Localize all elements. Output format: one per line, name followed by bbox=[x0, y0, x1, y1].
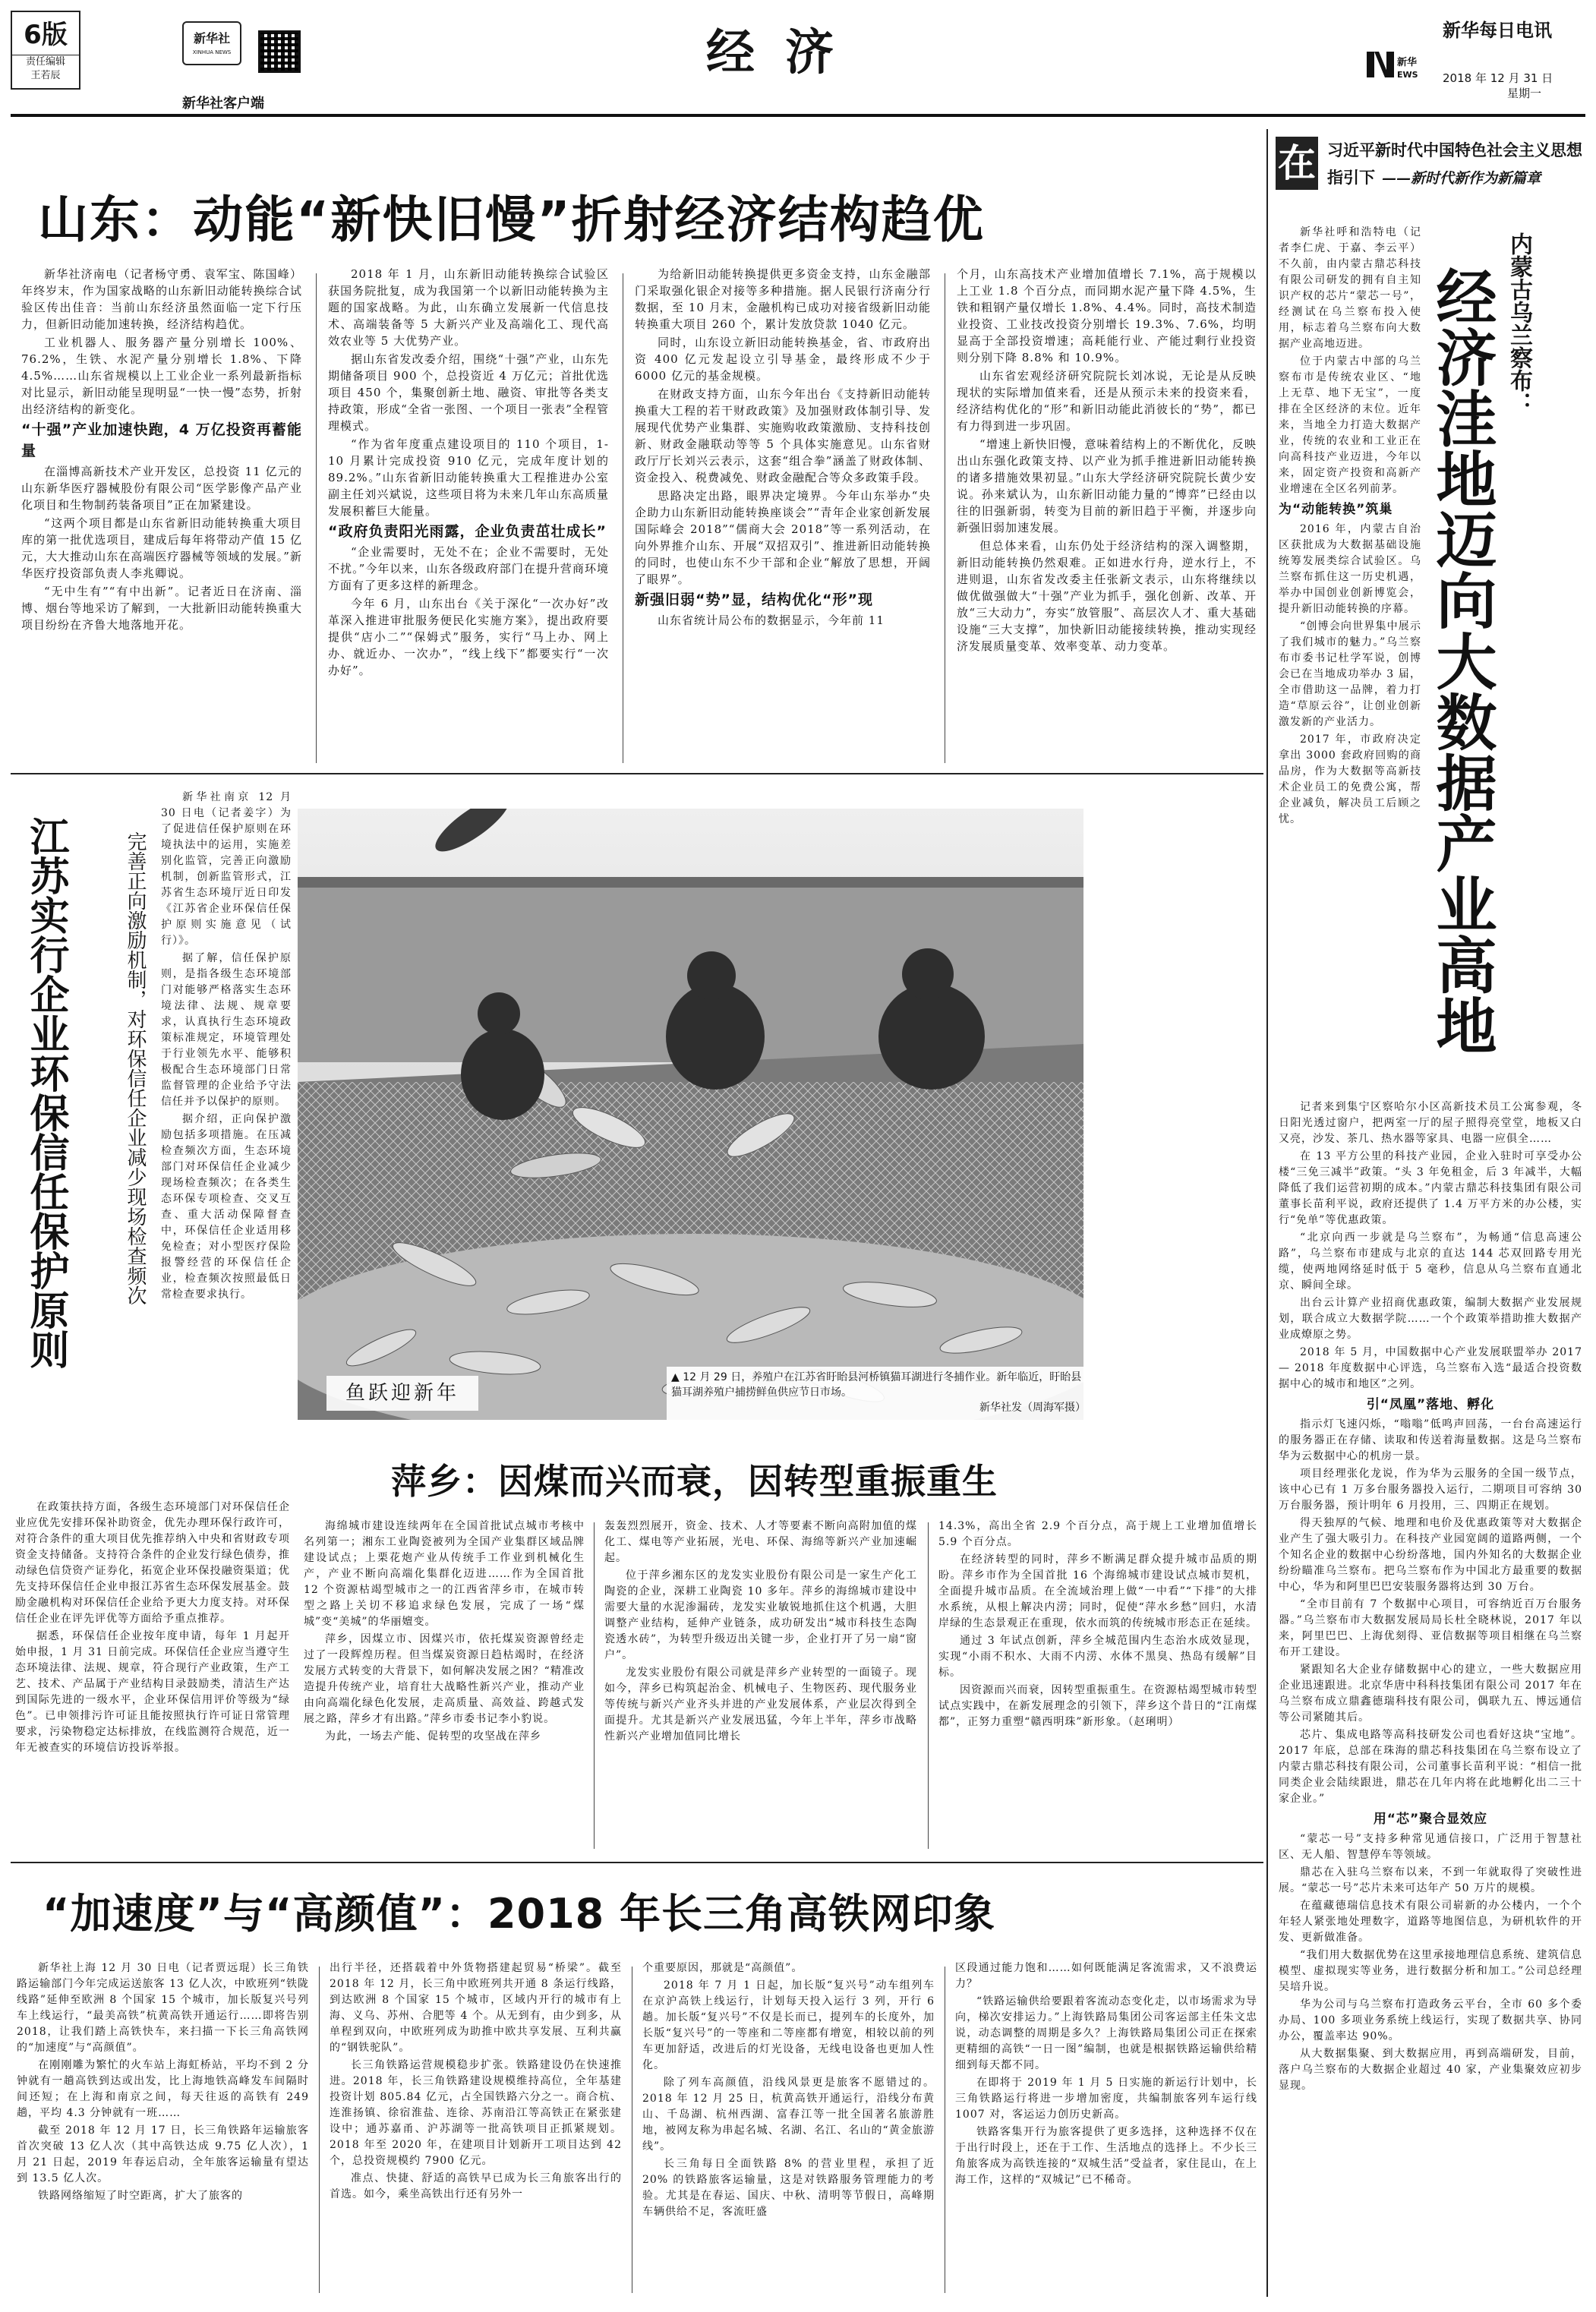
fish-harvest-illustration bbox=[298, 809, 1083, 1420]
shandong-col-4 bbox=[957, 266, 1257, 767]
jiangsu-col-bottom bbox=[15, 1500, 290, 1803]
neimenggu-col-narrow bbox=[1279, 225, 1421, 1090]
paragraph: 2018 年 1 月，山东新旧动能转换综合试验区获国务院批复，成为我国第一个以新旧动能转换为主题的国家战略。为此，山东确立发展新一代信息技术、高端装备等 5 大新兴产业及高端化工、现代高效农业等 5 大优势产业。 bbox=[328, 267, 609, 348]
paper-name: 新华每日电讯 bbox=[1443, 20, 1552, 41]
paragraph: 长三角铁路运营规模稳步扩张。铁路建设仍在快速推进。2018 年，长三角铁路建设规模维持高位，全年基建投资计划 805.84 亿元，占全国铁路六分之一。商合杭、连淮扬镇、徐宿淮盐、连徐、苏南沿江等高铁正在紧张建设中；通苏嘉甬、沪苏湖等一批高铁项目正抓紧规划。2018 年至 2020 年，在建项目计划新开工项目达到 42 个，总投资规模约 7900 亿元。 bbox=[330, 2059, 622, 2167]
headline-changsanjiao: “加速度”与“高颜值”：2018 年长三角高铁网印象 bbox=[43, 1890, 996, 1938]
column-divider bbox=[928, 1522, 929, 1849]
paragraph: 在即将于 2019 年 1 月 5 日实施的新运行计划中，长三角铁路运行将进一步增加密度，共编制旅客列车运行线 1007 对，客运运力创历史新高。 bbox=[955, 2077, 1257, 2121]
paragraph: 位于萍乡湘东区的龙发实业股份有限公司是一家生产化工陶瓷的企业，深耕工业陶瓷 10 多年。萍乡的海绵城市建设中需要大量的水泥渗漏砖，龙发实业敏锐地抓住这个机遇，大胆调整产业结构，延伸产业链条，成功研发出“城市科技生态陶瓷透水砖”，为转型升级迈出关键一步，企业打开了另一扇“窗户”。 bbox=[604, 1569, 917, 1661]
paragraph: 2017 年，市政府决定拿出 3000 套政府回购的商品房，作为大数据等高新技术企业员工的免费公寓，帮企业减负，解决员工后顾之忧。 bbox=[1279, 733, 1421, 825]
paragraph: 山东省宏观经济研究院院长刘冰说，无论是从反映现状的实际增加值来看，还是从预示未来的投资来看，经济结构优化的“形”和新旧动能此消彼长的“势”，都已有力得到进一步巩固。 bbox=[957, 369, 1257, 433]
page-number-box bbox=[11, 11, 80, 90]
editor-label: 责任编辑 bbox=[25, 56, 65, 68]
paragraph: 新华社呼和浩特电（记者李仁虎、于嘉、李云平）不久前，由内蒙古鼎芯科技有限公司研发的拥有自主知识产权的芯片“蒙芯一号”，经测试在乌兰察布投入使用，标志着乌兰察布向大数据产业高地迈进。 bbox=[1279, 226, 1421, 350]
paragraph: 得天独厚的气候、地理和电价及优惠政策等对大数据企业产生了强大吸引力。在科技产业园宽阔的道路两侧，一个个知名企业的数据中心纷纷落地，国内外知名的大数据企业纷纷瞄准乌兰察布。把乌兰察布作为中国北方最重要的数据中心，华为和阿里巴巴安装服务器将达到 30 万台。 bbox=[1279, 1517, 1582, 1593]
paragraph: 铁路网络缩短了时空距离，扩大了旅客的 bbox=[38, 2190, 243, 2202]
headline-pingxiang: 萍乡：因煤而兴而衰，因转型重振重生 bbox=[391, 1461, 998, 1502]
headline-jiangsu: 江苏实行企业环保信任保护原则 bbox=[23, 816, 68, 1369]
paragraph: 芯片、集成电路等高科技研发公司也看好这块“宝地”。2017 年底，总部在珠海的鼎芯科技集团在乌兰察布设立了内蒙古鼎芯科技有限公司，公司董事长苗利平说：“相信一批同类企业会陆续跟进，鼎芯在几年内将在此地孵化出二三十家企业。” bbox=[1279, 1729, 1582, 1805]
paragraph: “我们用大数据优势在这里承接地理信息系统、建筑信息模型、虚拟现实等业务，进行数据分析和加工。”公司总经理吴培升说。 bbox=[1279, 1949, 1582, 1993]
banner-line-3: ——新时代新作为新篇章 bbox=[1382, 170, 1541, 187]
headline-shandong: 山东：动能“新快旧慢”折射经济结构趋优 bbox=[38, 191, 985, 249]
paragraph: 为给新旧动能转换提供更多资金支持，山东金融部门采取强化银企对接等多种措施。据人民银行济南分行数据，至 10 月末，金融机构已成功对接省级新旧动能转换重大项目 260 个，累计发放贷款 1040 亿元。 bbox=[635, 267, 931, 331]
paragraph: 为此，一场去产能、促转型的攻坚战在萍乡 bbox=[325, 1730, 541, 1743]
paragraph: 海绵城市建设连续两年在全国首批试点城市考核中名列第一；湘东工业陶瓷被列为全国产业集群区域品牌建设试点；上栗花炮产业从传统手工作业到机械化生产，产业不断向高端化集群化迈进……作为全国首批 12 个资源枯竭型城市之一的江西省萍乡市，在城市转型之路上关切不移追求绿色发展，完成了一场“煤城”变“美城”的华丽嬗变。 bbox=[304, 1520, 585, 1628]
page-number: 6版 bbox=[24, 20, 68, 50]
subheading: “十强”产业加速快跑，4 万亿投资再蓄能量 bbox=[21, 421, 302, 459]
paragraph: “全市目前有 7 个数据中心项目，可容纳近百万台服务器。”乌兰察布市大数据发展局局长杜全晓林说，2017 年以来，阿里巴巴、上海优刻得、亚信数据等项目相继在乌兰察布开工建设。 bbox=[1279, 1598, 1582, 1658]
svg-text:EWS: EWS bbox=[1397, 70, 1418, 80]
paragraph: 在淄博高新技术产业开发区，总投资 11 亿元的山东新华医疗器械股份有限公司“医学影像产品产业化项目和生物制药装备项目”正在加紧建设。 bbox=[21, 465, 302, 512]
xinhua-logo-sub: XINHUA NEWS bbox=[192, 49, 232, 55]
paragraph: 在刚刚雕为繁忙的火车站上海虹桥站，平均不到 2 分钟就有一趟高铁到达或出发，比上海地铁高峰发车间隔时间还短；在上海和南京之间，每天往返的高铁有 249 趟，平均 4.3 分钟就有一班…… bbox=[17, 2059, 309, 2119]
paragraph: 萍乡，因煤立市、因煤兴市，依托煤炭资源曾经走过了一段辉煌历程。但当煤炭资源日趋枯竭时，在经济发展方式转变的大背景下，如何解决发展之困？“精准改造提升传统产业，培育壮大战略性新兴产业，推动产业由向高端化绿色化发展，走高质量、高效益、跨越式发展之路，萍乡才有出路。”萍乡市委书记李小豹说。 bbox=[304, 1633, 585, 1725]
changsanjiao-col-2 bbox=[330, 1960, 622, 2295]
banner-line-1: 习近平新时代中国特色社会主义思想 bbox=[1327, 141, 1582, 159]
paragraph: 通过 3 年试点创新，萍乡全城范围内生态治水成效显现，实现“小雨不积水、大雨不内涝、水体不黑臭、热岛有缓解”目标。 bbox=[938, 1635, 1257, 1679]
paragraph: 鼎芯在入驻乌兰察布以来，不到一年就取得了突破性进展。“蒙芯一号”芯片未来可达年产 50 万片的规模。 bbox=[1279, 1866, 1582, 1894]
section-rule bbox=[11, 773, 1263, 774]
paragraph: “创博会向世界集中展示了我们城市的魅力。”乌兰察布市委书记杜学军说，创博会已在当地成功举办 3 届，全市借助这一品牌，着力打造“草原云谷”，让创业创新激发新的产业活力。 bbox=[1279, 620, 1421, 728]
paragraph: 据了解，信任保护原则，是指各级生态环境部门对能够严格落实生态环境法律、法规、规章要求，认真执行生态环境政策标准规定，环境管理处于行业领先水平、能够积极配合生态环境部门日常监督管理的企业给予守法信任并予以保护的原则。 bbox=[161, 952, 292, 1108]
photo-credit: 新华社发（周海军摄） bbox=[979, 1402, 1086, 1414]
shandong-col-2 bbox=[328, 266, 609, 767]
pingxiang-col-3 bbox=[938, 1519, 1257, 1853]
paragraph: 截至 2018 年 12 月 17 日，长三角铁路年运输旅客首次突破 13 亿人次（其中高铁达成 9.75 亿人次），1 月 21 日起，2019 年春运启动，全年旅客运输量有望达到 13.5 亿人次。 bbox=[17, 2124, 309, 2184]
paragraph: 工业机器人、服务器产量分别增长 100%、76.2%，生铁、水泥产量分别增长 1.8%、下降 4.5%……山东省规模以上工业企业一系列最新指标对比显示，新旧动能呈现明显“一快一慢”态势，折射出经济结构的新变化。 bbox=[21, 336, 302, 416]
paragraph: 同时，山东设立新旧动能转换基金，省、市政府出资 400 亿元发起设立引导基金，最终形成不少于 6000 亿元的基金规模。 bbox=[635, 336, 931, 383]
special-column-banner bbox=[1276, 135, 1585, 217]
headline-neimenggu: 经济洼地迈向大数据产业高地 bbox=[1426, 266, 1497, 1055]
paragraph: 新华社上海 12 月 30 日电（记者贾远琨）长三角铁路运输部门今年完成运送旅客 13 亿人次，中欧班列“铁陇线路”延伸至欧洲 8 个国家 15 个城市，加长版复兴号列车上线运行，“最美高铁”杭黄高铁开通运行……即将告别 2018，让我们踏上高铁快车，来扫描一下长三角高铁网的“加速度”与“高颜值”。 bbox=[17, 1962, 309, 2054]
section-title: 经济 bbox=[706, 24, 864, 81]
paragraph: “作为省年度重点建设项目的 110 个项目，1-10 月累计完成投资 910 亿元，完成年度计划的 89.2%。”山东省新旧动能转换重大工程推进办公室副主任刘兴斌说，这些项目将为未来几年山东高质量发展积蓄巨大能量。 bbox=[328, 437, 609, 518]
paragraph: 除了列车高颜值，沿线风景更是旅客不愿错过的。2018 年 12 月 25 日，杭黄高铁开通运行，沿线分布黄山、千岛湖、杭州西湖、富春江等一批全国著名旅游胜地，被网友称为串起名城、名湖、名江、名山的“黄金旅游线”。 bbox=[642, 2077, 935, 2153]
subheading: 新强旧弱“势”显，结构优化“形”现 bbox=[635, 591, 873, 608]
paragraph: 龙发实业股份有限公司就是萍乡产业转型的一面镜子。现如今，萍乡已构筑起治金、机械电子、生物医药、现代服务业等传统与新兴产业齐头并进的产业发展体系，产业层次得到全面提升。尤其是新兴产业发展迅猛，今年上半年，萍乡市战略性新兴产业增加值同比增长 bbox=[604, 1667, 917, 1743]
paragraph: “企业需要时，无处不在；企业不需要时，无处不扰。”今年以来，山东各级政府部门在提升营商环境方面有了更多这样的新理念。 bbox=[328, 545, 609, 592]
client-label: 新华社客户端 bbox=[182, 96, 264, 112]
editor-credit bbox=[12, 55, 79, 83]
changsanjiao-col-3 bbox=[642, 1960, 935, 2295]
paragraph: 准点、快捷、舒适的高铁早已成为长三角旅客出行的首选。如今，乘坐高铁出行还有另外一 bbox=[330, 2172, 622, 2200]
paragraph: 区段通过能力饱和……如何既能满足客流需求，又不浪费运力？ bbox=[955, 1962, 1257, 1990]
paragraph: 个重要原因，那就是“高颜值”。 bbox=[642, 1962, 803, 1974]
paragraph: 紧跟知名大企业存储数据中心的建立，一些大数据应用企业迅速跟进。北京华唐中科科技集团有限公司 2017 年在乌兰察布成立鼎鑫德瑞科技有限公司，偶联九五、博远通信等公司紧随其后。 bbox=[1279, 1664, 1582, 1724]
jiangsu-deck: 完善正向激励机制，对环保信任企业减少现场检查频次 bbox=[124, 831, 147, 1305]
photo-caption: ▲ 12 月 29 日，养殖户在江苏省盱眙县河桥镇猫耳湖进行冬捕作业。新年临近，盱眙县猫耳湖养殖户捕捞鲜鱼供应节日市场。 bbox=[671, 1371, 1082, 1399]
paragraph: 指示灯飞速闪烁，“嗡嗡”低鸣声回荡，一台台高速运行的服务器正在存储、读取和传送着海量数据。这是乌兰察布华为云数据中心的机房一景。 bbox=[1279, 1418, 1582, 1462]
column-divider bbox=[316, 273, 317, 763]
issue-weekday: 星期一 bbox=[1507, 87, 1542, 100]
paragraph: “北京向西一步就是乌兰察布”，为畅通“信息高速公路”，乌兰察布市建成与北京的直达 144 芯双回路专用光缆，使两地网络延时低于 5 毫秒，信息从乌兰察布直通北京、瞬间全球。 bbox=[1279, 1232, 1582, 1292]
paragraph: 但总体来看，山东仍处于经济结构的深入调整期，新旧动能转换仍然艰难。正如进水行舟，逆水行上，不进则退，山东省发改委主任张新文表示，山东将继续以做优做强做大“十强”产业为抓手，强化创新、改革、开放“三大动力”，夯实“放管服”、高层次人才、重大基础设施“三大支撑”，加快新旧动能接续转换，推动实现经济发展质量变革、效率变革、动力变革。 bbox=[957, 539, 1257, 653]
paragraph: 在蕴藏德瑞信息技术有限公司崭新的办公楼内，一个个年轻人紧张地处理数字，道路等地图信息，为研机软件的开发、更新做准备。 bbox=[1279, 1900, 1582, 1944]
shandong-col-1 bbox=[21, 266, 302, 767]
news-logo-icon bbox=[1367, 46, 1427, 84]
qr-code-icon[interactable] bbox=[258, 30, 301, 73]
paragraph: 在经济转型的同时，萍乡不断满足群众提升城市品质的期盼。萍乡市作为全国首批 16 个海绵城市建设试点城市契机，全面提升城市品质。在全流域治理上做“一中看”“下排”的大排水系统，从根上解决内涝；同时，促使“萍水乡愁”回归，水清岸绿的生态景观正在重现，依水而筑的传统城市形态正在延续。 bbox=[938, 1553, 1257, 1629]
paragraph: 在政策扶持方面，各级生态环境部门对环保信任企业应优先安排环保补助资金，优先办理环保行政许可，对符合条件的重大项目优先推荐纳入中央和省财政专项资金支持储备。支持符合条件的企业发行绿色债券，推动绿色信贷资产证券化，拓宽企业环保投融资渠道；优先支持环保信任企业申报江苏省生态环保发展基金。鼓励金融机构对环保信任企业给予更大力度支持。对环保信任企业在评先评优等方面给予重点推荐。 bbox=[15, 1501, 290, 1625]
paragraph: 据悉，环保信任企业按年度申请，每年 1 月起开始申报，1 月 31 日前完成。环保信任企业应当遵守生态环境法律、法规、规章，符合现行产业政策，生产工艺、技术、产品属于产业结构目录鼓励类，清洁生产达到国际先进的一级水平，企业环保信用评价等级为“绿色”。已申领排污许可证且能按照执行许可证日常管理要求，污染物稳定达标排放，在线监测符合规范，近一年无被查实的环境信访投诉举报。 bbox=[15, 1630, 290, 1754]
neimenggu-kicker: 内蒙古乌兰察布： bbox=[1506, 232, 1532, 415]
paragraph: 据山东省发改委介绍，围绕“十强”产业，山东先期储备项目 900 个，总投资近 4 万亿元；首批优选项目 450 个，集聚创新土地、融资、审批等各类支持政策，形成“全省一张图、一个项目一张表”全程管理模式。 bbox=[328, 352, 609, 433]
paragraph: 2016 年，内蒙古自治区获批成为大数据基础设施统筹发展类综合试验区。乌兰察布抓住这一历史机遇，举办中国创业创新博览会，提升新旧动能转换的序幕。 bbox=[1279, 523, 1421, 615]
subheading: 引“凤凰”落地、孵化 bbox=[1366, 1397, 1495, 1412]
photo-title: 鱼跃迎新年 bbox=[345, 1382, 459, 1405]
pingxiang-col-2 bbox=[604, 1519, 917, 1853]
paragraph: 出行半径，还搭载着中外货物搭建起贸易“桥梁”。截至 2018 年 12 月，长三角中欧班列共开通 8 条运行线路，到达欧洲 8 个国家 15 个城市，区域内开行的城市有上海、义乌、苏州、合肥等 4 个。从无到有，由少到多，从单程到双向，中欧班列成为助推中欧共享发展、互利共赢的“钢铁驼队”。 bbox=[330, 1962, 622, 2054]
xinhua-logo bbox=[182, 21, 241, 65]
paragraph: 记者来到集宁区察哈尔小区高新技术员工公寓参观，冬日阳光透过窗户，把两室一厅的屋子照得亮堂堂，地板又白又亮，沙发、茶几、热水器等家具、电器一应俱全…… bbox=[1279, 1101, 1582, 1145]
paragraph: 新华社南京 12 月 30 日电（记者姜字）为了促进信任保护原则在环境执法中的运用，实施差别化监管，完善正向激励机制，创新监管形式，江苏省生态环境厅近日印发《江苏省企业环保信任保护原则实施意见（试行）》。 bbox=[161, 791, 292, 947]
photo-caption-box bbox=[667, 1367, 1092, 1420]
paragraph: “无中生有”“有中出新”。记者近日在济南、淄博、烟台等地采访了解到，一大批新旧动能转换重大项目纷纷在齐鲁大地落地开花。 bbox=[21, 585, 302, 632]
xinhua-logo-text: 新华社 bbox=[193, 31, 230, 46]
photo-title-box bbox=[326, 1376, 478, 1411]
editor-name: 王若辰 bbox=[30, 70, 61, 81]
section-rule bbox=[11, 1862, 1263, 1863]
changsanjiao-col-4 bbox=[955, 1960, 1257, 2295]
paragraph: 项目经理张化龙说，作为华为云服务的全国一级节点，该中心已有 1 万多台服务器投入运行，二期项目可容纳 30 万台服务器，预计明年 6 月投用，三、四期正在规划。 bbox=[1279, 1468, 1582, 1512]
paragraph: “蒙芯一号”支持多种常见通信接口，广泛用于智慧社区、无人船、智慧停车等领域。 bbox=[1279, 1833, 1582, 1861]
paragraph: 今年 6 月，山东出台《关于深化“一次办好”改革深入推进审批服务便民化实施方案》，提出政府要提供“店小二”“保姆式”服务，实行“马上办、网上办、就近办、一次办”，“线上线下”都要实行“一次办好”。 bbox=[328, 597, 609, 677]
shandong-col-3 bbox=[635, 266, 931, 767]
paragraph: 在财政支持方面，山东今年出台《支持新旧动能转换重大工程的若干财政政策》及加强财政体制引导、发展现代优势产业集群、实施购收政策激励、支持科技创新、财政金融联动等等 5 个具体实施意见。山东省财政厅厅长刘兴云表示，这套“组合拳”涵盖了财政体制、资金投入、税费减免、财政金融配合等众多政策手段。 bbox=[635, 387, 931, 484]
header-rule bbox=[11, 114, 1585, 117]
paragraph: 出台云计算产业招商优惠政策，编制大数据产业发展规划，联合成立大数据学院……一个个政策举措助推大数据产业成燎原之势。 bbox=[1279, 1297, 1582, 1341]
paragraph: 从大数据集聚、到大数据应用，再到高端研发，目前，落户乌兰察布的大数据企业超过 40 家，产业集聚效应初步显现。 bbox=[1279, 2048, 1582, 2092]
paragraph: 思路决定出路，眼界决定境界。今年山东举办“央企助力山东新旧动能转换座谈会”“青年企业家创新发展国际峰会 2018”“儒商大会 2018”等一系列活动，在向外界推介山东、开展“双招双引”、推进新旧动能转换的同时，也使山东不少干部和企业“解放了思想，开阔了眼界”。 bbox=[635, 489, 931, 586]
subheading: 用“芯”聚合显效应 bbox=[1373, 1812, 1488, 1827]
paragraph: 山东省统计局公布的数据显示，今年前 11 bbox=[658, 613, 885, 627]
paragraph: 新华社济南电（记者杨守勇、袁军宝、陈国峰）年终岁末，作为国家战略的山东新旧动能转换综合试验区传出佳音：当前山东经济虽然面临一定下行压力，但新旧动能加速转换，经济结构趋优。 bbox=[21, 267, 302, 331]
paragraph: 在 13 平方公里的科技产业园，企业入驻时可享受办公楼“三免三减半”政策。“头 3 年免租金，后 3 年减半，大幅降低了我们运营初期的成本。”内蒙古鼎芯科技集团有限公司董事长苗利平说，政府还提供了 1.4 万平方米的办公楼，实行“免单”等优惠政策。 bbox=[1279, 1150, 1582, 1226]
paragraph: 据介绍，正向保护激励包括多项措施。在压减检查频次方面，生态环境部门对环保信任企业减少现场检查频次；在各类生态环保专项检查、交叉互查、重大活动保障督查中，环保信任企业适用移免检查；对小型医疗保险报警经营的环保信任企业，检查频次按照最低日常检查要求执行。 bbox=[161, 1113, 292, 1301]
paragraph: 2018 年 5 月，中国数据中心产业发展联盟举办 2017 — 2018 年度数据中心评选，乌兰察布入选“最适合投资数据中心的城市和地区”之列。 bbox=[1279, 1346, 1582, 1390]
pingxiang-col-1 bbox=[304, 1519, 585, 1853]
paragraph: 14.3%，高出全省 2.9 个百分点，高于规上工业增加值增长 5.9 个百分点。 bbox=[938, 1520, 1257, 1548]
jiangsu-col-narrow bbox=[161, 790, 292, 1492]
paragraph: 2018 年 7 月 1 日起，加长版“复兴号”动车组列车在京沪高铁上线运行，计划每天投入运行 3 列，开行 6 趟。加长版“复兴号”不仅是长而已，提列车的长度外，加长版“复兴号”的一等座和二等座都有增宽，相较以前的列车更加舒适，改进后的灯光设备，无线电设备也更加人性化。 bbox=[642, 1979, 935, 2071]
paragraph: “增速上新快旧慢，意味着结构上的不断优化，反映出山东强化政策支持、以产业为抓手推进新旧动能转换的诸多措施效果初显。”山东大学经济研究院院长黄少安说。孙来斌认为，山东新旧动能力量的“博弈”已经由以往的旧强新弱，转变为目前的新旧趋于平衡，并逐步向新强旧弱加速发展。 bbox=[957, 437, 1257, 535]
column-divider bbox=[319, 1967, 320, 2293]
banner-line-2: 指引下 bbox=[1327, 169, 1375, 187]
paragraph: 轰轰烈烈展开，资金、技术、人才等要素不断向高附加值的煤化工、煤电等产业拓展，光电、环保、海绵等新兴产业加速崛起。 bbox=[604, 1520, 917, 1564]
paragraph: 位于内蒙古中部的乌兰察布市是传统农业区、“地上无草、地下无宝”，一度排在全区经济的末位。近年来，当地全力打造大数据产业，传统的农业和工业正在向高科技产业迈进，今年以来，固定资产投资和高新产业增速在全区名列前茅。 bbox=[1279, 355, 1421, 495]
changsanjiao-col-1 bbox=[17, 1960, 309, 2295]
paragraph: 华为公司与乌兰察布打造政务云平台，全市 60 多个委办局、100 多项业务系统上线运行，实现了数据共享、协同办公，覆盖率达 90%。 bbox=[1279, 1998, 1582, 2042]
neimenggu-col-wide bbox=[1279, 1099, 1582, 2295]
subheading: 为“动能转换”筑巢 bbox=[1279, 502, 1393, 517]
svg-text:新华: 新华 bbox=[1397, 57, 1418, 68]
banner-big-char: 在 bbox=[1276, 137, 1318, 190]
paragraph: 长三角每日全面铁路 8% 的营业里程，承担了近 20% 的铁路旅客运输量，这是对铁路服务管理能力的考验。尤其是在春运、国庆、中秋、清明等节假日，高峰期车辆供给不足，客流旺盛 bbox=[642, 2158, 935, 2218]
subheading: “政府负责阳光雨露，企业负责茁壮成长” bbox=[328, 523, 607, 540]
paragraph: 个月，山东高技术产业增加值增长 7.1%，高于规模以上工业 1.8 个百分点，而同期水泥产量下降 4.5%，生铁和粗钢产量仅增长 1.8%、4.4%。同时，高技术制造业投资、工业技改投资分别增长 19.3%、7.6%，均明显高于全部投资增速；高耗能行业、产能过剩行业投资则分别下降 8.8% 和 10.9%。 bbox=[957, 267, 1257, 364]
column-divider bbox=[594, 1522, 595, 1849]
paragraph: 因资源而兴而衰，因转型重振重生。在资源枯竭型城市转型试点实践中，在新发展理念的引领下，萍乡这个昔日的“江南煤都”，正努力重塑“赣西明珠”新形象。（赵琍明） bbox=[938, 1684, 1257, 1728]
paragraph: 铁路客集开行为旅客提供了更多选择，这种选择不仅在于出行时段上，还在于工作、生活地点的选择上。不少长三角旅客成为高铁连接的“双城生活”受益者，家住昆山，在上海工作，这样的“双城记”已不稀奇。 bbox=[955, 2126, 1257, 2186]
right-column-divider bbox=[1266, 129, 1268, 2297]
paragraph: “铁路运输供给要跟着客流动态变化走，以市场需求为导向，梯次安排运力。”上海铁路局集团公司客运部主任朱文忠说，动态调整的周期是多久？上海铁路局集团公司正在探索更精细的高铁“一日一图”编制，也就是根据铁路运输供给精细到每天都不同。 bbox=[955, 1995, 1257, 2071]
news-photo bbox=[298, 809, 1083, 1420]
paragraph: “这两个项目都是山东省新旧动能转换重大项目库的第一批优选项目，建成后每年将带动产值 15 亿元，大大推动山东在高端医疗器械等领域的发展。”新华医疗投资部负责人李兆卿说。 bbox=[21, 516, 302, 580]
issue-date: 2018 年 12 月 31 日 bbox=[1443, 71, 1553, 85]
